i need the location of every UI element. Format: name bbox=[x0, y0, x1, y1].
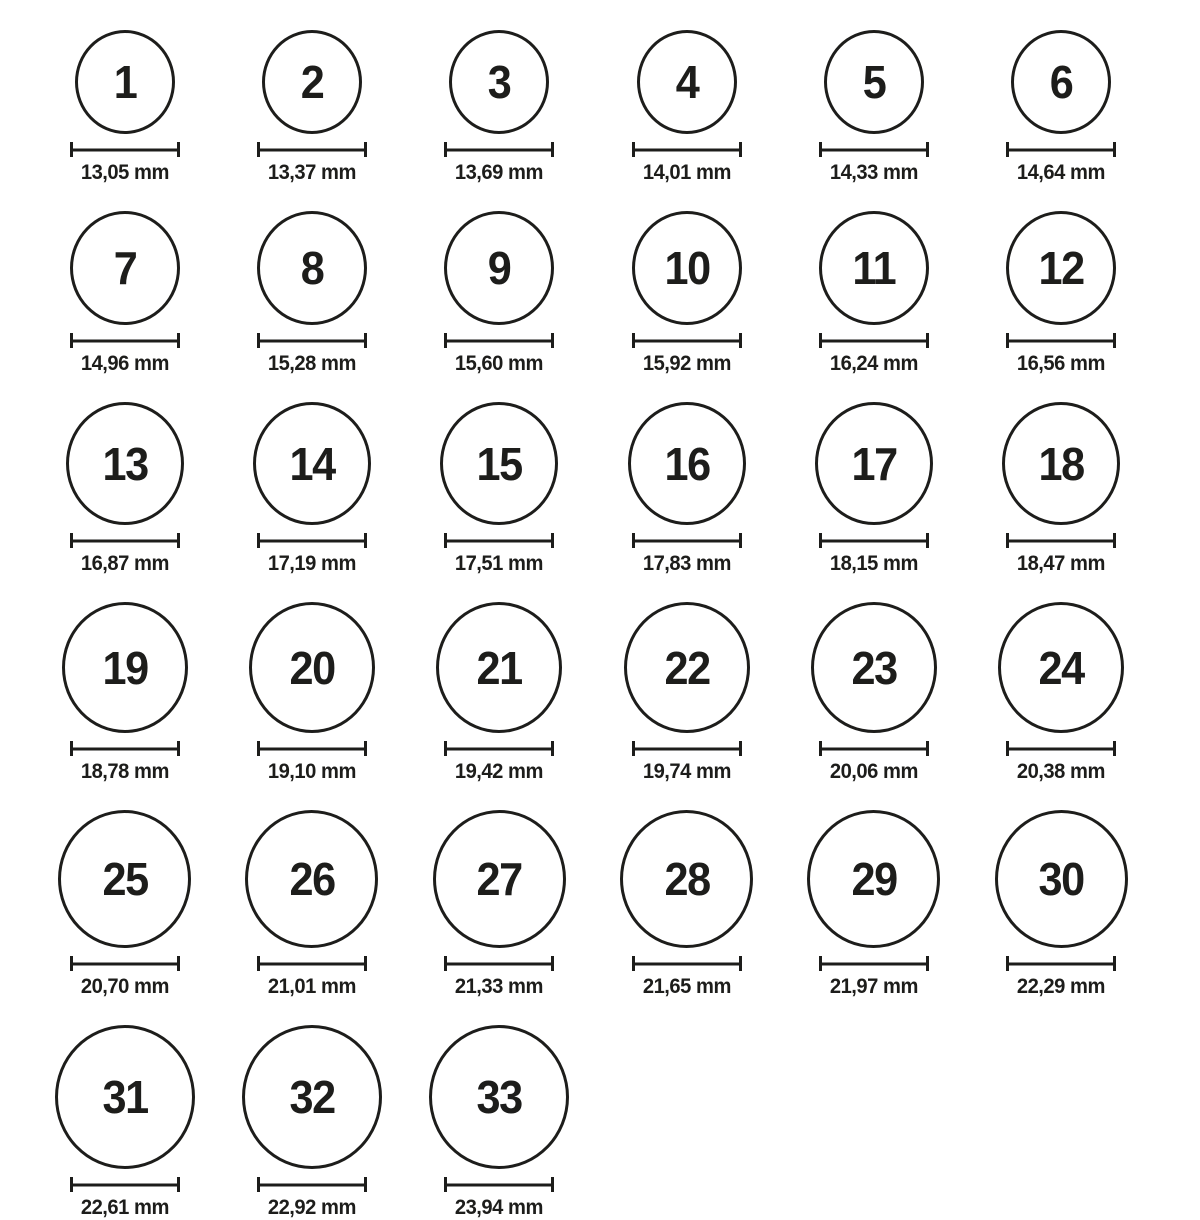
ring-size-item bbox=[31, 810, 218, 999]
diameter-measure-line bbox=[70, 1177, 180, 1192]
diameter-measure-line bbox=[257, 533, 367, 548]
ring-circle bbox=[628, 402, 746, 525]
diameter-measure-line bbox=[819, 533, 929, 548]
ring-size-item bbox=[593, 810, 780, 999]
ring-circle bbox=[433, 810, 566, 948]
diameter-label: 18,78 mm bbox=[80, 760, 169, 783]
ring-size-number: 5 bbox=[862, 56, 886, 108]
diameter-label: 20,38 mm bbox=[1017, 760, 1106, 783]
ring-size-number: 30 bbox=[1038, 853, 1084, 905]
ring-size-item bbox=[593, 211, 780, 376]
diameter-label: 17,83 mm bbox=[642, 552, 731, 575]
ring-circle bbox=[998, 602, 1124, 733]
diameter-label: 21,33 mm bbox=[455, 975, 544, 998]
diameter-label: 22,61 mm bbox=[80, 1196, 169, 1219]
diameter-label: 23,94 mm bbox=[455, 1196, 544, 1219]
ring-circle bbox=[449, 30, 549, 134]
diameter-measure-line bbox=[1006, 333, 1116, 348]
diameter-measure-line bbox=[444, 741, 554, 756]
ring-size-item bbox=[218, 30, 405, 185]
diameter-measure-line bbox=[632, 333, 742, 348]
ring-size-number: 15 bbox=[476, 437, 522, 490]
ring-size-number: 10 bbox=[664, 242, 710, 294]
ring-size-number: 29 bbox=[851, 853, 897, 905]
ring-circle bbox=[440, 402, 558, 525]
diameter-label: 17,51 mm bbox=[455, 552, 544, 575]
ring-size-number: 11 bbox=[852, 242, 896, 294]
diameter-measure-line bbox=[819, 956, 929, 971]
ring-circle bbox=[58, 810, 191, 948]
ring-size-item bbox=[218, 602, 405, 784]
ring-circle bbox=[257, 211, 367, 325]
ring-size-number: 28 bbox=[664, 853, 710, 905]
ring-circle bbox=[807, 810, 940, 948]
ring-size-number: 19 bbox=[102, 641, 148, 694]
diameter-label: 16,56 mm bbox=[1017, 352, 1106, 375]
ring-circle bbox=[429, 1025, 569, 1169]
diameter-label: 15,92 mm bbox=[642, 352, 731, 375]
ring-circle bbox=[262, 30, 362, 134]
ring-size-item bbox=[406, 30, 593, 185]
diameter-label: 19,74 mm bbox=[642, 760, 731, 783]
diameter-measure-line bbox=[1006, 956, 1116, 971]
ring-size-number: 23 bbox=[851, 641, 897, 694]
ring-circle bbox=[242, 1025, 382, 1169]
ring-circle bbox=[444, 211, 554, 325]
ring-circle bbox=[824, 30, 924, 134]
diameter-measure-line bbox=[257, 741, 367, 756]
diameter-label: 15,60 mm bbox=[455, 352, 544, 375]
ring-circle bbox=[811, 602, 937, 733]
diameter-label: 20,70 mm bbox=[80, 975, 169, 998]
ring-size-item bbox=[780, 602, 967, 784]
ring-size-number: 32 bbox=[289, 1071, 335, 1123]
diameter-label: 21,97 mm bbox=[829, 975, 919, 998]
diameter-label: 21,65 mm bbox=[642, 975, 731, 998]
ring-size-number: 7 bbox=[113, 242, 136, 294]
ring-circle bbox=[1011, 30, 1111, 134]
ring-circle bbox=[624, 602, 750, 733]
ring-size-item bbox=[968, 30, 1155, 185]
diameter-label: 20,06 mm bbox=[829, 760, 919, 783]
diameter-label: 19,10 mm bbox=[267, 760, 357, 783]
diameter-measure-line bbox=[257, 1177, 367, 1192]
ring-size-item bbox=[218, 402, 405, 576]
diameter-label: 14,01 mm bbox=[642, 161, 731, 184]
diameter-measure-line bbox=[444, 956, 554, 971]
ring-size-number: 16 bbox=[664, 437, 710, 490]
ring-size-number: 21 bbox=[476, 641, 522, 694]
ring-size-number: 2 bbox=[300, 56, 324, 108]
ring-size-number: 25 bbox=[102, 853, 148, 905]
diameter-label: 22,92 mm bbox=[267, 1196, 357, 1219]
ring-size-item bbox=[968, 810, 1155, 999]
diameter-label: 13,37 mm bbox=[267, 161, 357, 184]
ring-circle bbox=[637, 30, 737, 134]
ring-size-item bbox=[780, 402, 967, 576]
ring-size-number: 17 bbox=[851, 437, 897, 490]
ring-size-number: 6 bbox=[1049, 56, 1073, 108]
diameter-measure-line bbox=[70, 333, 180, 348]
ring-size-item bbox=[968, 602, 1155, 784]
ring-size-number: 14 bbox=[289, 437, 335, 490]
ring-size-number: 3 bbox=[487, 56, 511, 108]
diameter-label: 18,15 mm bbox=[829, 552, 919, 575]
ring-circle bbox=[632, 211, 742, 325]
ring-size-number: 20 bbox=[289, 641, 335, 694]
ring-size-number: 33 bbox=[476, 1071, 522, 1123]
diameter-label: 14,33 mm bbox=[829, 161, 919, 184]
diameter-measure-line bbox=[444, 333, 554, 348]
diameter-measure-line bbox=[257, 142, 367, 157]
ring-circle bbox=[245, 810, 378, 948]
ring-size-item bbox=[31, 602, 218, 784]
diameter-measure-line bbox=[819, 333, 929, 348]
ring-circle bbox=[66, 402, 184, 525]
diameter-measure-line bbox=[444, 533, 554, 548]
diameter-label: 14,64 mm bbox=[1017, 161, 1106, 184]
diameter-measure-line bbox=[819, 741, 929, 756]
diameter-label: 17,19 mm bbox=[267, 552, 357, 575]
ring-size-item bbox=[406, 1025, 593, 1220]
ring-size-number: 24 bbox=[1038, 641, 1084, 694]
ring-size-item bbox=[780, 30, 967, 185]
ring-size-item bbox=[218, 1025, 405, 1220]
diameter-measure-line bbox=[819, 142, 929, 157]
ring-size-item bbox=[780, 211, 967, 376]
ring-size-item bbox=[31, 211, 218, 376]
ring-circle bbox=[75, 30, 175, 134]
ring-size-item bbox=[406, 810, 593, 999]
diameter-measure-line bbox=[632, 741, 742, 756]
ring-size-item bbox=[968, 402, 1155, 576]
diameter-label: 16,87 mm bbox=[80, 552, 169, 575]
diameter-measure-line bbox=[70, 956, 180, 971]
ring-size-number: 31 bbox=[102, 1071, 148, 1123]
ring-size-number: 18 bbox=[1038, 437, 1084, 490]
diameter-label: 14,96 mm bbox=[80, 352, 169, 375]
ring-size-number: 26 bbox=[289, 853, 335, 905]
ring-size-number: 12 bbox=[1038, 242, 1084, 294]
ring-size-item bbox=[218, 211, 405, 376]
ring-size-number: 27 bbox=[476, 853, 522, 905]
diameter-label: 13,69 mm bbox=[455, 161, 544, 184]
ring-circle bbox=[55, 1025, 195, 1169]
diameter-measure-line bbox=[444, 142, 554, 157]
ring-size-number: 13 bbox=[102, 437, 148, 490]
ring-circle bbox=[995, 810, 1128, 948]
ring-size-item bbox=[593, 602, 780, 784]
diameter-measure-line bbox=[632, 956, 742, 971]
diameter-measure-line bbox=[70, 142, 180, 157]
ring-circle bbox=[1006, 211, 1116, 325]
diameter-measure-line bbox=[1006, 142, 1116, 157]
diameter-label: 22,29 mm bbox=[1017, 975, 1106, 998]
diameter-label: 15,28 mm bbox=[267, 352, 357, 375]
ring-size-item bbox=[31, 30, 218, 185]
diameter-label: 13,05 mm bbox=[80, 161, 169, 184]
ring-circle bbox=[815, 402, 933, 525]
diameter-measure-line bbox=[257, 333, 367, 348]
ring-size-number: 9 bbox=[487, 242, 511, 294]
diameter-label: 19,42 mm bbox=[455, 760, 544, 783]
ring-circle bbox=[253, 402, 371, 525]
diameter-measure-line bbox=[257, 956, 367, 971]
ring-size-item bbox=[31, 1025, 218, 1220]
diameter-label: 21,01 mm bbox=[267, 975, 357, 998]
ring-circle bbox=[819, 211, 929, 325]
ring-size-number: 1 bbox=[113, 56, 136, 108]
ring-circle bbox=[620, 810, 753, 948]
ring-size-item bbox=[406, 402, 593, 576]
ring-size-number: 22 bbox=[664, 641, 710, 694]
diameter-measure-line bbox=[70, 533, 180, 548]
diameter-measure-line bbox=[444, 1177, 554, 1192]
diameter-measure-line bbox=[1006, 533, 1116, 548]
diameter-measure-line bbox=[632, 142, 742, 157]
ring-circle bbox=[1002, 402, 1120, 525]
diameter-label: 18,47 mm bbox=[1017, 552, 1106, 575]
ring-size-number: 8 bbox=[300, 242, 324, 294]
ring-circle bbox=[62, 602, 188, 733]
diameter-measure-line bbox=[70, 741, 180, 756]
ring-circle bbox=[436, 602, 562, 733]
ring-circle bbox=[249, 602, 375, 733]
ring-size-item bbox=[968, 211, 1155, 376]
ring-size-item bbox=[406, 602, 593, 784]
diameter-label: 16,24 mm bbox=[829, 352, 919, 375]
ring-size-item bbox=[593, 30, 780, 185]
ring-size-number: 4 bbox=[675, 56, 698, 108]
ring-size-item bbox=[406, 211, 593, 376]
ring-size-item bbox=[593, 402, 780, 576]
ring-circle bbox=[70, 211, 180, 325]
diameter-measure-line bbox=[632, 533, 742, 548]
ring-size-item bbox=[218, 810, 405, 999]
ring-size-item bbox=[780, 810, 967, 999]
diameter-measure-line bbox=[1006, 741, 1116, 756]
ring-size-item bbox=[31, 402, 218, 576]
